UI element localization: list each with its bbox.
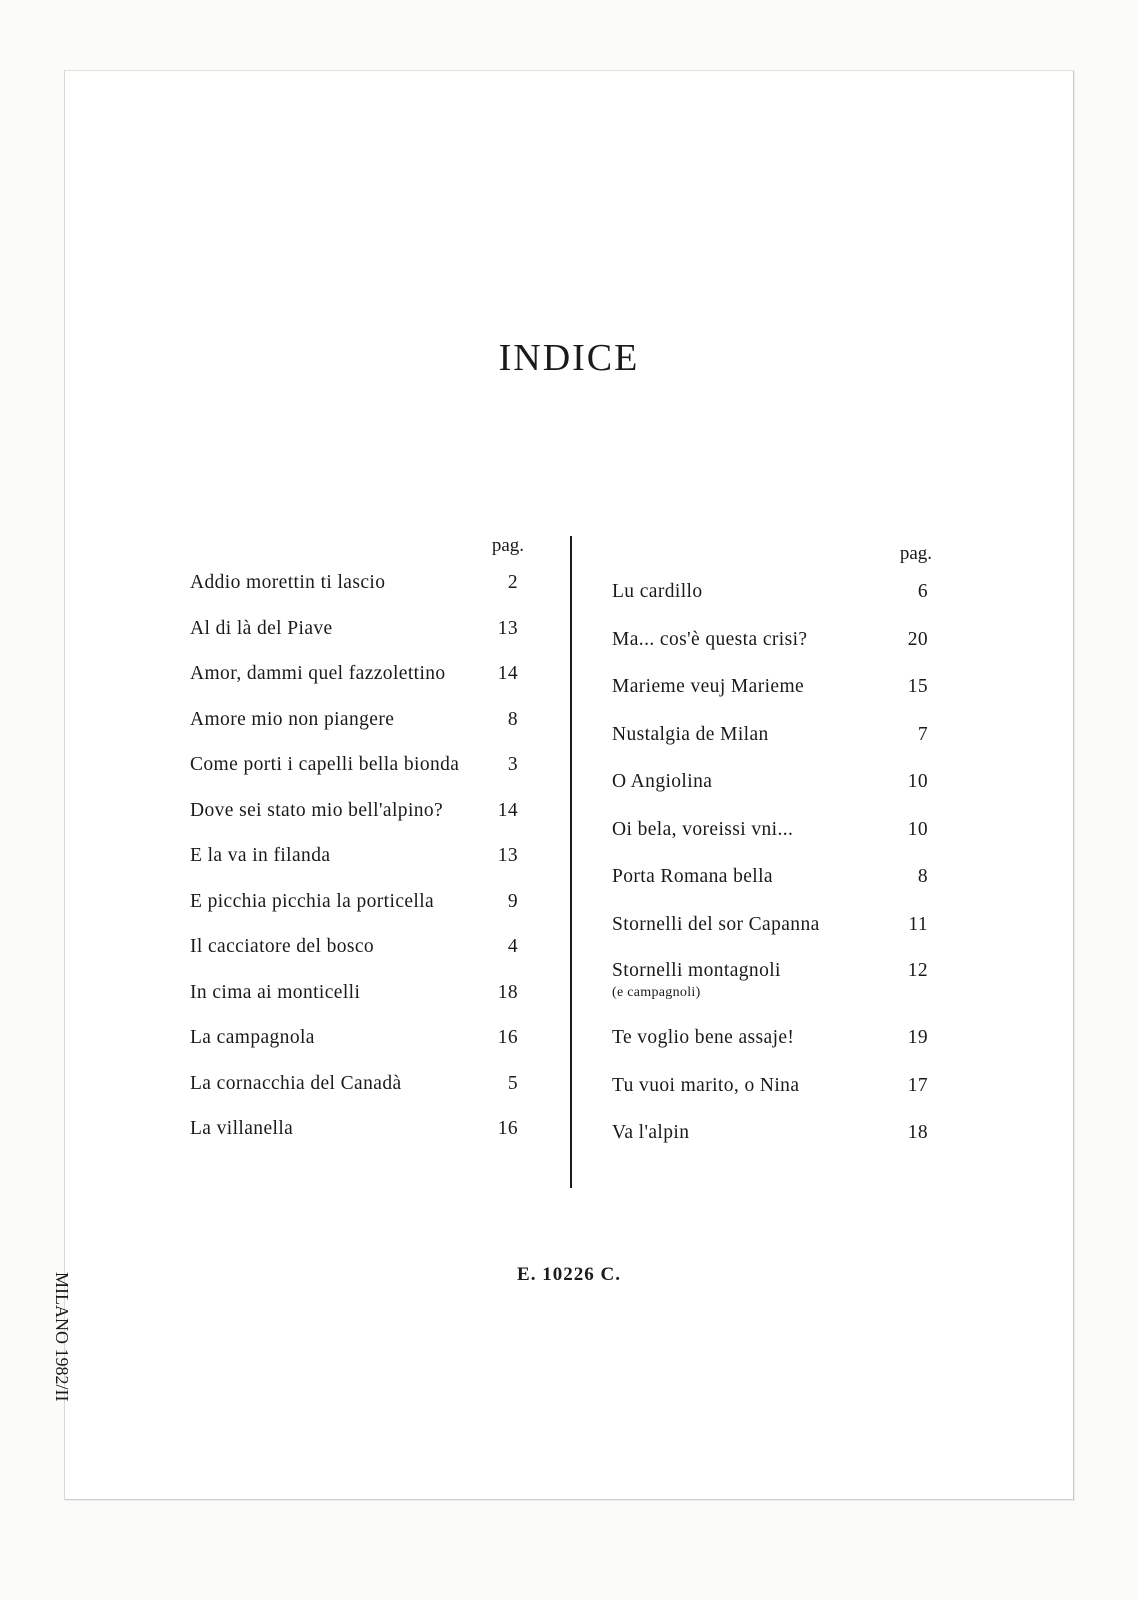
entry-title: Il cacciatore del bosco	[190, 936, 375, 957]
index-entry	[190, 1061, 526, 1107]
entry-title: Amor, dammi quel fazzolettino	[190, 663, 446, 684]
index-entry	[190, 879, 526, 925]
entry-page: 8	[507, 708, 518, 730]
entry-title: E la va in filanda	[190, 845, 331, 866]
index-left-column	[190, 532, 526, 1152]
entry-page: 7	[917, 723, 928, 745]
entry-page: 6	[917, 581, 928, 602]
entry-page: 18	[907, 1122, 928, 1143]
pag-label-left: pag.	[491, 535, 524, 556]
index-entry	[190, 651, 526, 697]
index-entry	[190, 606, 526, 652]
entry-page: 4	[507, 936, 518, 957]
entry-subtitle: (e campagnoli)	[612, 985, 701, 1000]
side-imprint-text: MILANO 1982/II	[52, 1272, 72, 1402]
entry-title: La campagnola	[190, 1027, 315, 1048]
index-entry	[612, 758, 934, 806]
entry-title: Te voglio bene assaje!	[612, 1027, 795, 1048]
entry-title: Lu cardillo	[612, 581, 703, 602]
entry-page: 12	[907, 960, 928, 981]
entry-page: 10	[907, 818, 928, 840]
entry-title: Addio morettin ti lascio	[190, 572, 386, 593]
entry-title: Tu vuoi marito, o Nina	[612, 1074, 800, 1096]
catalog-number: E. 10226 C.	[517, 1264, 621, 1285]
entry-page: 11	[908, 913, 928, 935]
entry-page: 5	[507, 1072, 518, 1094]
index-entry	[612, 663, 934, 711]
index-entry	[190, 1015, 526, 1061]
entry-title: Dove sei stato mio bell'alpino?	[190, 799, 444, 821]
entry-page: 15	[907, 676, 928, 697]
index-entry	[612, 948, 934, 1014]
index-entry	[612, 616, 934, 664]
entry-page: 9	[507, 890, 518, 912]
entry-page: 16	[497, 1027, 518, 1048]
entry-title: Stornelli del sor Capanna	[612, 913, 820, 935]
pag-label-right: pag.	[899, 543, 932, 564]
entry-page: 16	[497, 1118, 518, 1139]
index-entry	[190, 970, 526, 1016]
entry-title: O Angiolina	[612, 771, 713, 792]
entry-title: Amore mio non piangere	[190, 708, 395, 730]
index-entry	[190, 742, 526, 788]
index-entry	[612, 1109, 934, 1157]
column-divider	[570, 536, 572, 1188]
entry-page: 2	[507, 572, 518, 593]
entry-page: 19	[907, 1027, 928, 1048]
entry-title: Come porti i capelli bella bionda	[190, 754, 460, 775]
index-entry	[190, 560, 526, 606]
index-entry	[612, 806, 934, 854]
index-entry	[190, 924, 526, 970]
entry-page: 13	[497, 845, 518, 866]
index-right-column	[612, 540, 934, 1157]
entry-title: Ma... cos'è questa crisi?	[612, 628, 808, 650]
entry-page: 10	[907, 771, 928, 792]
entry-page: 18	[497, 981, 518, 1003]
entry-title: La villanella	[190, 1118, 294, 1139]
entry-page: 3	[507, 754, 518, 775]
index-entry	[612, 1014, 934, 1062]
entry-title: Porta Romana bella	[612, 866, 773, 887]
index-entry	[190, 697, 526, 743]
entry-page: 13	[497, 617, 518, 639]
entry-page: 17	[907, 1074, 928, 1096]
entry-title-main: Stornelli montagnoli	[612, 960, 781, 981]
entry-page: 14	[497, 663, 518, 684]
entry-title	[612, 958, 781, 1002]
index-entry	[612, 1062, 934, 1110]
index-entry	[612, 568, 934, 616]
entry-title: E picchia picchia la porticella	[190, 890, 435, 912]
entry-page: 20	[907, 628, 928, 650]
entry-title: La cornacchia del Canadà	[190, 1072, 402, 1094]
page-title: INDICE	[498, 337, 640, 379]
index-entry	[612, 853, 934, 901]
entry-page: 14	[497, 799, 518, 821]
entry-page: 8	[917, 866, 928, 887]
index-entry	[612, 711, 934, 759]
entry-title: Al di là del Piave	[190, 617, 333, 639]
entry-title: Oi bela, voreissi vni...	[612, 818, 794, 840]
entry-title: Va l'alpin	[612, 1122, 690, 1143]
side-imprint	[44, 1272, 72, 1422]
index-entry	[612, 901, 934, 949]
index-entry	[190, 788, 526, 834]
entry-title: Nustalgia de Milan	[612, 723, 769, 745]
index-entry	[190, 833, 526, 879]
index-entry	[190, 1106, 526, 1152]
entry-title: In cima ai monticelli	[190, 981, 361, 1003]
entry-title: Marieme veuj Marieme	[612, 676, 805, 697]
